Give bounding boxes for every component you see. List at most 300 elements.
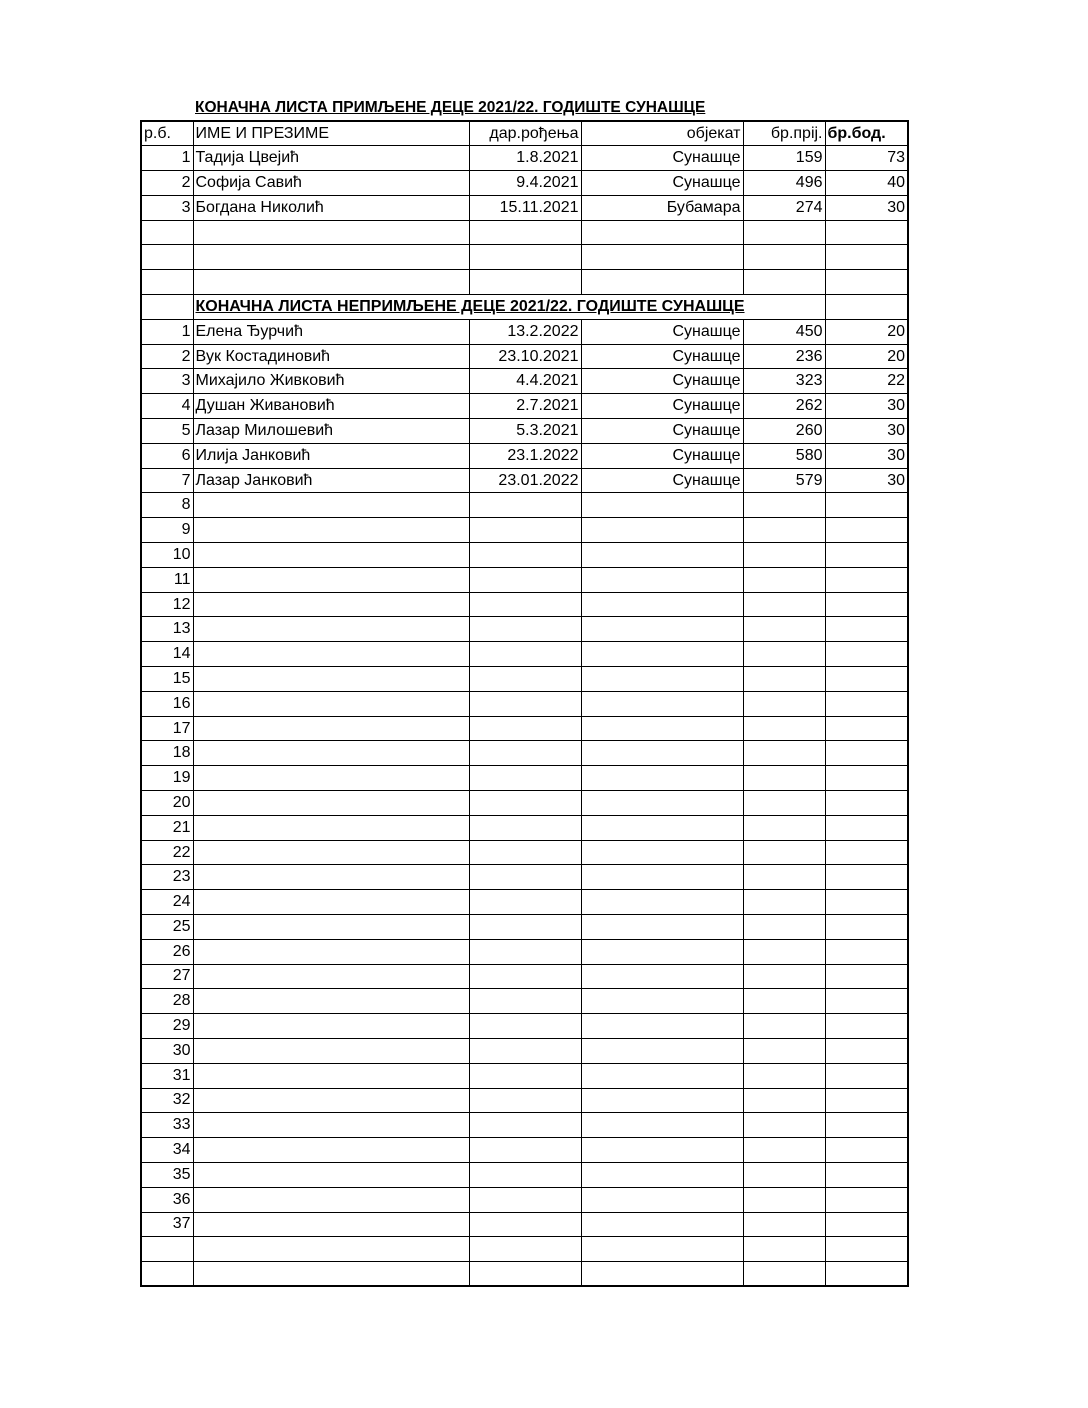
- empty-cell: [193, 1038, 469, 1063]
- empty-cell: [469, 1088, 581, 1113]
- empty-cell: [193, 1113, 469, 1138]
- empty-cell: [825, 1262, 908, 1287]
- empty-cell: [193, 518, 469, 543]
- table-row: [141, 840, 908, 865]
- child-name: Лазар Милошевић: [193, 419, 469, 444]
- empty-cell: [581, 1063, 743, 1088]
- empty-cell: [581, 1187, 743, 1212]
- empty-cell: [825, 1088, 908, 1113]
- kindergarten-object: Бубамара: [581, 195, 743, 220]
- empty-cell: [825, 245, 908, 270]
- empty-cell: [743, 642, 825, 667]
- empty-cell: [469, 815, 581, 840]
- empty-cell: [743, 815, 825, 840]
- empty-cell: [825, 989, 908, 1014]
- empty-cell: [193, 1262, 469, 1287]
- empty-cell: [193, 890, 469, 915]
- empty-cell: [193, 939, 469, 964]
- empty-cell: [469, 1187, 581, 1212]
- table-row: [141, 344, 908, 369]
- empty-cell: [825, 915, 908, 940]
- kindergarten-object: Сунашце: [581, 319, 743, 344]
- table-row: [141, 369, 908, 394]
- row-number: 8: [141, 493, 193, 518]
- empty-cell: [193, 741, 469, 766]
- rejected-section-row: [141, 295, 908, 320]
- points: 20: [825, 319, 908, 344]
- empty-cell: [469, 1014, 581, 1039]
- row-number: 33: [141, 1113, 193, 1138]
- row-number: 2: [141, 171, 193, 196]
- empty-cell: [193, 493, 469, 518]
- empty-cell: [193, 1063, 469, 1088]
- empty-cell: [469, 270, 581, 295]
- kindergarten-object: Сунашце: [581, 146, 743, 171]
- empty-cell: [825, 295, 908, 320]
- application-number: 260: [743, 419, 825, 444]
- row-number: 24: [141, 890, 193, 915]
- table-row: [141, 592, 908, 617]
- row-number: 27: [141, 964, 193, 989]
- empty-cell: [581, 543, 743, 568]
- row-number: [141, 1237, 193, 1262]
- empty-cell: [581, 1237, 743, 1262]
- birth-date: 23.01.2022: [469, 468, 581, 493]
- row-number: 3: [141, 369, 193, 394]
- empty-cell: [825, 567, 908, 592]
- empty-cell: [825, 1063, 908, 1088]
- empty-cell: [825, 1212, 908, 1237]
- empty-cell: [743, 220, 825, 245]
- empty-cell: [825, 592, 908, 617]
- empty-cell: [743, 567, 825, 592]
- row-number: 6: [141, 443, 193, 468]
- empty-cell: [469, 543, 581, 568]
- empty-cell: [469, 518, 581, 543]
- empty-cell: [743, 1162, 825, 1187]
- empty-cell: [743, 1063, 825, 1088]
- row-number: 22: [141, 840, 193, 865]
- empty-cell: [825, 964, 908, 989]
- empty-cell: [743, 890, 825, 915]
- points: 22: [825, 369, 908, 394]
- empty-cell: [193, 220, 469, 245]
- empty-cell: [193, 270, 469, 295]
- child-name: Елена Ђурчић: [193, 319, 469, 344]
- row-number: 3: [141, 195, 193, 220]
- empty-cell: [581, 270, 743, 295]
- table-row: [141, 1088, 908, 1113]
- empty-cell: [743, 1113, 825, 1138]
- empty-cell: [581, 766, 743, 791]
- empty-cell: [193, 667, 469, 692]
- empty-cell: [469, 1262, 581, 1287]
- empty-cell: [743, 493, 825, 518]
- table-row: [141, 939, 908, 964]
- kindergarten-object: Сунашце: [581, 419, 743, 444]
- empty-cell: [581, 964, 743, 989]
- table-row: [141, 1212, 908, 1237]
- empty-cell: [743, 791, 825, 816]
- empty-cell: [141, 295, 193, 320]
- empty-cell: [469, 716, 581, 741]
- table-row: [141, 691, 908, 716]
- table-row: [141, 319, 908, 344]
- empty-cell: [581, 617, 743, 642]
- row-number: 11: [141, 567, 193, 592]
- points: 30: [825, 419, 908, 444]
- row-number: 13: [141, 617, 193, 642]
- application-number: 236: [743, 344, 825, 369]
- empty-cell: [193, 915, 469, 940]
- empty-cell: [193, 1212, 469, 1237]
- birth-date: 4.4.2021: [469, 369, 581, 394]
- row-number: 37: [141, 1212, 193, 1237]
- row-number: 7: [141, 468, 193, 493]
- row-number: 18: [141, 741, 193, 766]
- empty-cell: [581, 667, 743, 692]
- empty-cell: [193, 691, 469, 716]
- empty-cell: [581, 815, 743, 840]
- header-dob: дар.рођења: [469, 121, 581, 146]
- table-row: [141, 245, 908, 270]
- empty-cell: [469, 691, 581, 716]
- points: 40: [825, 171, 908, 196]
- header-object: објекат: [581, 121, 743, 146]
- kindergarten-object: Сунашце: [581, 394, 743, 419]
- kindergarten-object: Сунашце: [581, 344, 743, 369]
- kindergarten-object: Сунашце: [581, 443, 743, 468]
- application-number: 450: [743, 319, 825, 344]
- empty-cell: [743, 1038, 825, 1063]
- empty-cell: [581, 592, 743, 617]
- application-number: 274: [743, 195, 825, 220]
- empty-cell: [743, 245, 825, 270]
- application-number: 323: [743, 369, 825, 394]
- row-number: 31: [141, 1063, 193, 1088]
- table-row: [141, 642, 908, 667]
- empty-cell: [581, 1088, 743, 1113]
- empty-cell: [469, 1162, 581, 1187]
- row-number: 1: [141, 319, 193, 344]
- empty-cell: [825, 518, 908, 543]
- child-name: Софија Савић: [193, 171, 469, 196]
- points: 30: [825, 443, 908, 468]
- row-number: 21: [141, 815, 193, 840]
- table-row: [141, 1038, 908, 1063]
- row-number: 9: [141, 518, 193, 543]
- empty-cell: [743, 989, 825, 1014]
- empty-cell: [743, 1138, 825, 1163]
- empty-cell: [469, 1038, 581, 1063]
- table-row: [141, 567, 908, 592]
- empty-cell: [743, 543, 825, 568]
- empty-cell: [825, 741, 908, 766]
- empty-cell: [469, 1138, 581, 1163]
- child-name: Лазар Јанковић: [193, 468, 469, 493]
- table-row: [141, 1187, 908, 1212]
- row-number: 32: [141, 1088, 193, 1113]
- row-number: [141, 220, 193, 245]
- row-number: 23: [141, 865, 193, 890]
- table-row: [141, 543, 908, 568]
- birth-date: 9.4.2021: [469, 171, 581, 196]
- row-number: 19: [141, 766, 193, 791]
- table-row: [141, 1262, 908, 1287]
- table-row: [141, 1138, 908, 1163]
- empty-cell: [469, 964, 581, 989]
- empty-cell: [193, 642, 469, 667]
- empty-cell: [743, 270, 825, 295]
- empty-cell: [469, 915, 581, 940]
- empty-cell: [193, 815, 469, 840]
- empty-cell: [581, 989, 743, 1014]
- table-row: [141, 815, 908, 840]
- child-name: Вук Костадиновић: [193, 344, 469, 369]
- empty-cell: [825, 1187, 908, 1212]
- application-number: 580: [743, 443, 825, 468]
- table-row: [141, 270, 908, 295]
- empty-cell: [581, 518, 743, 543]
- accepted-list-title: КОНАЧНА ЛИСТА ПРИМЉЕНЕ ДЕЦЕ 2021/22. ГОДИШТЕ СУНАШЦЕ: [195, 99, 706, 116]
- empty-cell: [469, 865, 581, 890]
- header-row: [141, 121, 908, 146]
- empty-cell: [581, 1113, 743, 1138]
- row-number: 34: [141, 1138, 193, 1163]
- table-row: [141, 1063, 908, 1088]
- empty-cell: [825, 939, 908, 964]
- child-name: Душан Живановић: [193, 394, 469, 419]
- empty-cell: [825, 1162, 908, 1187]
- header-app-no: бр.прij.: [743, 121, 825, 146]
- empty-cell: [825, 716, 908, 741]
- table-row: [141, 220, 908, 245]
- empty-cell: [193, 840, 469, 865]
- table-row: [141, 1162, 908, 1187]
- row-number: 29: [141, 1014, 193, 1039]
- header-points: бр.бод.: [825, 121, 908, 146]
- row-number: 12: [141, 592, 193, 617]
- table-row: [141, 964, 908, 989]
- empty-cell: [193, 989, 469, 1014]
- empty-cell: [743, 766, 825, 791]
- empty-cell: [581, 1014, 743, 1039]
- birth-date: 23.1.2022: [469, 443, 581, 468]
- empty-cell: [825, 766, 908, 791]
- empty-cell: [825, 691, 908, 716]
- empty-cell: [743, 1212, 825, 1237]
- table-row: [141, 617, 908, 642]
- kindergarten-object: Сунашце: [581, 369, 743, 394]
- empty-cell: [825, 890, 908, 915]
- table-row: [141, 518, 908, 543]
- empty-cell: [469, 840, 581, 865]
- table-row: [141, 766, 908, 791]
- row-number: 25: [141, 915, 193, 940]
- points: 73: [825, 146, 908, 171]
- empty-cell: [193, 1187, 469, 1212]
- empty-cell: [581, 1038, 743, 1063]
- empty-cell: [469, 667, 581, 692]
- header-name: ИМЕ И ПРЕЗИМЕ: [193, 121, 469, 146]
- empty-cell: [193, 1162, 469, 1187]
- application-number: 579: [743, 468, 825, 493]
- empty-cell: [581, 493, 743, 518]
- empty-cell: [825, 543, 908, 568]
- empty-cell: [743, 939, 825, 964]
- empty-cell: [581, 915, 743, 940]
- empty-cell: [469, 939, 581, 964]
- table-row: [141, 171, 908, 196]
- empty-cell: [743, 667, 825, 692]
- empty-cell: [469, 493, 581, 518]
- empty-cell: [193, 245, 469, 270]
- row-number: 16: [141, 691, 193, 716]
- empty-cell: [743, 1262, 825, 1287]
- empty-cell: [581, 741, 743, 766]
- table-row: [141, 146, 908, 171]
- empty-cell: [469, 220, 581, 245]
- birth-date: 1.8.2021: [469, 146, 581, 171]
- row-number: 28: [141, 989, 193, 1014]
- empty-cell: [825, 1113, 908, 1138]
- table-row: [141, 1014, 908, 1039]
- empty-cell: [193, 567, 469, 592]
- empty-cell: [469, 1113, 581, 1138]
- empty-cell: [581, 1162, 743, 1187]
- table-row: [141, 394, 908, 419]
- points: 30: [825, 468, 908, 493]
- application-number: 262: [743, 394, 825, 419]
- birth-date: 15.11.2021: [469, 195, 581, 220]
- child-name: Тадија Цвејић: [193, 146, 469, 171]
- row-number: 4: [141, 394, 193, 419]
- empty-cell: [193, 617, 469, 642]
- empty-cell: [825, 1038, 908, 1063]
- child-name: Богдана Николић: [193, 195, 469, 220]
- empty-cell: [581, 642, 743, 667]
- table-row: [141, 890, 908, 915]
- child-name: Михајило Живковић: [193, 369, 469, 394]
- empty-cell: [743, 691, 825, 716]
- table-row: [141, 865, 908, 890]
- empty-cell: [193, 791, 469, 816]
- table-row: [141, 493, 908, 518]
- application-number: 159: [743, 146, 825, 171]
- empty-cell: [581, 865, 743, 890]
- row-number: 20: [141, 791, 193, 816]
- empty-cell: [825, 617, 908, 642]
- empty-cell: [743, 840, 825, 865]
- empty-cell: [469, 1063, 581, 1088]
- empty-cell: [193, 716, 469, 741]
- table-row: [141, 419, 908, 444]
- empty-cell: [825, 840, 908, 865]
- empty-cell: [581, 1212, 743, 1237]
- empty-cell: [743, 592, 825, 617]
- empty-cell: [825, 1237, 908, 1262]
- points: 30: [825, 394, 908, 419]
- table-row: [141, 989, 908, 1014]
- empty-cell: [825, 667, 908, 692]
- empty-cell: [193, 1088, 469, 1113]
- empty-cell: [825, 493, 908, 518]
- empty-cell: [469, 766, 581, 791]
- table-row: [141, 443, 908, 468]
- row-number: 30: [141, 1038, 193, 1063]
- empty-cell: [581, 245, 743, 270]
- table-row: [141, 741, 908, 766]
- empty-cell: [469, 890, 581, 915]
- empty-cell: [825, 1138, 908, 1163]
- table-row: [141, 1237, 908, 1262]
- row-number: 2: [141, 344, 193, 369]
- empty-cell: [743, 865, 825, 890]
- empty-cell: [469, 592, 581, 617]
- empty-cell: [193, 543, 469, 568]
- empty-cell: [469, 617, 581, 642]
- empty-cell: [469, 245, 581, 270]
- empty-cell: [825, 270, 908, 295]
- empty-cell: [743, 518, 825, 543]
- row-number: 5: [141, 419, 193, 444]
- row-number: 17: [141, 716, 193, 741]
- empty-cell: [193, 1237, 469, 1262]
- table-row: [141, 468, 908, 493]
- birth-date: 2.7.2021: [469, 394, 581, 419]
- birth-date: 5.3.2021: [469, 419, 581, 444]
- application-number: 496: [743, 171, 825, 196]
- rejected-list-title: КОНАЧНА ЛИСТА НЕПРИМЉЕНЕ ДЕЦЕ 2021/22. ГОДИШТЕ СУНАШЦЕ: [193, 295, 825, 320]
- empty-cell: [581, 890, 743, 915]
- points: 30: [825, 195, 908, 220]
- row-number: 35: [141, 1162, 193, 1187]
- empty-cell: [581, 716, 743, 741]
- row-number: [141, 245, 193, 270]
- empty-cell: [581, 1138, 743, 1163]
- table-row: [141, 667, 908, 692]
- empty-cell: [469, 642, 581, 667]
- table-row: [141, 716, 908, 741]
- empty-cell: [581, 567, 743, 592]
- row-number: 15: [141, 667, 193, 692]
- empty-cell: [743, 1237, 825, 1262]
- empty-cell: [581, 939, 743, 964]
- empty-cell: [743, 1088, 825, 1113]
- empty-cell: [469, 567, 581, 592]
- empty-cell: [469, 1212, 581, 1237]
- child-name: Илија Јанковић: [193, 443, 469, 468]
- row-number: 14: [141, 642, 193, 667]
- empty-cell: [193, 766, 469, 791]
- kindergarten-object: Сунашце: [581, 171, 743, 196]
- empty-cell: [193, 1014, 469, 1039]
- empty-cell: [581, 691, 743, 716]
- table-row: [141, 1113, 908, 1138]
- kindergarten-object: Сунашце: [581, 468, 743, 493]
- row-number: [141, 270, 193, 295]
- empty-cell: [193, 1138, 469, 1163]
- empty-cell: [825, 865, 908, 890]
- empty-cell: [825, 220, 908, 245]
- children-list-table: [140, 120, 909, 1287]
- empty-cell: [743, 964, 825, 989]
- empty-cell: [825, 791, 908, 816]
- table-row: [141, 195, 908, 220]
- empty-cell: [193, 964, 469, 989]
- row-number: 1: [141, 146, 193, 171]
- empty-cell: [743, 741, 825, 766]
